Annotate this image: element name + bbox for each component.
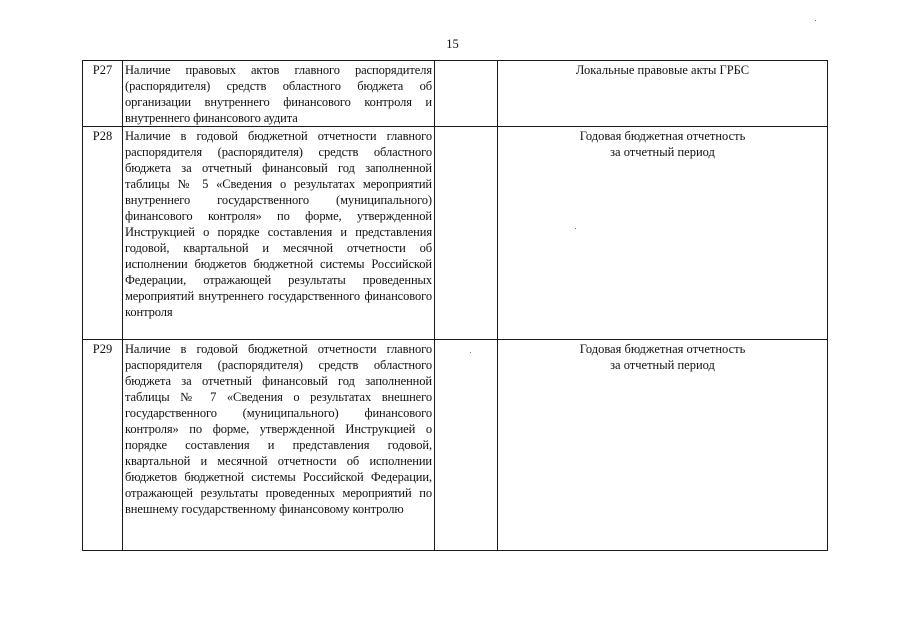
indicator-description: Наличие правовых актов главного распорядителя (распорядителя) средств областного бюджета об организации внутреннего финансового контроля и внутреннего финансового аудита [123, 61, 435, 127]
indicator-source [498, 127, 828, 340]
indicator-value-cell [435, 61, 498, 127]
indicator-description: Наличие в годовой бюджетной отчетности главного распорядителя (распорядителя) средств областного бюджета за отчетный финансовый год заполненной таблицы № 7 «Сведения о результатах внешнего государственного (муниципального) финансового контроля» по форме, утвержденной Инструкцией о порядке составления и представления годовой, квартальной и месячной отчетности об исполнении бюджетов бюджетной системы Российской Федерации, отражающей результаты проведенных мероприятий по внешнему государственному финансовому контролю [123, 340, 435, 551]
scan-speck [815, 20, 816, 21]
indicator-value-cell [435, 340, 498, 551]
indicator-source [498, 340, 828, 551]
table-row [83, 340, 828, 551]
indicator-value-cell [435, 127, 498, 340]
source-line: за отчетный период [610, 145, 715, 159]
indicator-code: Р28 [83, 127, 123, 340]
indicator-code: Р27 [83, 61, 123, 127]
source-line: за отчетный период [610, 358, 715, 372]
scan-speck [575, 228, 576, 229]
table-row [83, 127, 828, 340]
indicator-source [498, 61, 828, 127]
page-number: 15 [446, 37, 459, 51]
source-line: Годовая бюджетная отчетность [579, 129, 746, 143]
indicator-description: Наличие в годовой бюджетной отчетности главного распорядителя (распорядителя) средств областного бюджета за отчетный финансовый год заполненной таблицы № 5 «Сведения о результатах мероприятий внутреннего государственного (муниципального) финансового контроля» по форме, утвержденной Инструкцией о порядке составления и представления годовой, квартальной и месячной отчетности об исполнении бюджетов бюджетной системы Российской Федерации, отражающей результаты проведенных мероприятий внутреннего государственного финансового контроля [123, 127, 435, 340]
table-row [83, 61, 828, 127]
source-line: Годовая бюджетная отчетность [579, 342, 746, 356]
source-line: Локальные правовые акты ГРБС [575, 63, 750, 77]
indicators-table [82, 60, 828, 551]
indicator-code: Р29 [83, 340, 123, 551]
scan-speck [470, 352, 471, 353]
